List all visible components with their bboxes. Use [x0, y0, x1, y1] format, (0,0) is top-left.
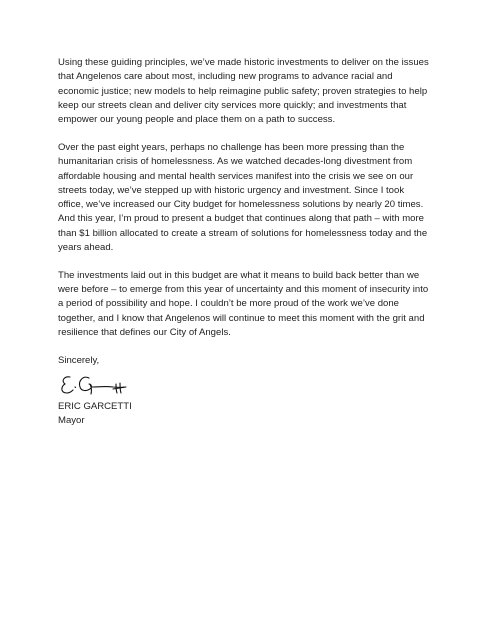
paragraph-homelessness: Over the past eight years, perhaps no challenge has been more pressing than the humanitarian crisis of homelessness. As we watched decades-long divestment from affordable housing and mental health services manifest into the crisis we see on our streets today, we’ve stepped up with historic urgency and investment. Since I took office, we’ve increased our City budget for homelessness solutions by nearly 20 times. And this year, I’m proud to present a budget that continues along that path – with more than $1 billion allocated to create a stream of solutions for homelessness today and the years ahead.	[58, 141, 428, 254]
signer-title: Mayor	[58, 415, 85, 427]
paragraph-investments: Using these guiding principles, we’ve made historic investments to deliver on the issues that Angelenos care about most, including new programs to advance racial and economic justice; new models to help reimagine public safety; proven strategies to help keep our streets clean and deliver city services more quickly; and investments that empower our young people and place them on a path to success.	[58, 57, 429, 126]
signer-name: ERIC GARCETTI	[58, 401, 132, 413]
letter-body	[58, 56, 430, 429]
signature-image	[58, 372, 158, 398]
paragraph-build-back-better: The investments laid out in this budget are what it means to build back better than we were before – to emerge from this year of uncertainty and this moment of insecurity into a period of possibility and hope. I couldn’t be more proud of the work we’ve done together, and I know that Angelenos will continue to meet this moment with the grit and resilience that defines our City of Angels.	[58, 269, 429, 339]
closing-salutation: Sincerely,	[58, 354, 100, 366]
